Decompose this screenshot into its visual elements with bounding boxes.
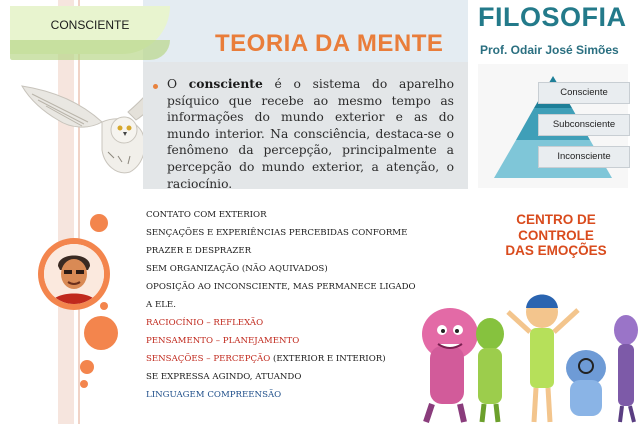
pyramid-level-subconsciente: Subconsciente [538,114,630,136]
definition-text: é o sistema do aparelho psíquico que recebe ao mesmo tempo as informações do mundo exterior e as do mundo interior. Na consciência, destaca-se o fenômeno da percepção, principalmente a percepção do mundo exterior, a atenção, o raciocínio. [167,77,454,191]
list-item: SENÇAÇÕES E EXPERIÊNCIAS PERCEBIDAS CONFORME [146,228,408,238]
definition-paragraph [167,76,454,192]
decor-circle [90,214,108,232]
emotions-heading-line: CONTROLE [518,227,594,243]
decor-circle [100,302,108,310]
list-item: SEM ORGANIZAÇÃO (NÃO AQUIVADOS) [146,264,328,274]
list-item-suffix: (EXTERIOR E INTERIOR) [270,354,386,364]
decor-circle [84,316,118,350]
list-item-highlight: SENSAÇÕES – PERCEPÇÃO [146,354,271,364]
brand-author: Prof. Odair José Simões [480,43,619,57]
avatar-portrait-icon [44,244,104,304]
tab-shape-accent [10,40,170,60]
emotions-heading [486,212,626,259]
page-title: TEORIA DA MENTE [215,30,444,57]
bullet-icon [153,84,158,89]
emotion-characters-icon [390,272,640,424]
definition-lead: O [167,77,189,91]
brand-title: FILOSOFIA [478,2,627,32]
list-item: CONTATO COM EXTERIOR [146,210,267,220]
list-item: PRAZER E DESPRAZER [146,246,252,256]
list-item: PENSAMENTO – PLANEJAMENTO [146,336,300,346]
definition-keyword: consciente [188,76,263,91]
definition-box [143,62,468,189]
list-item: OPOSIÇÃO AO INCONSCIENTE, MAS PERMANECE LIGADO [146,282,416,292]
list-item: RACIOCÍNIO – REFLEXÃO [146,318,264,328]
pyramid-level-consciente: Consciente [538,82,630,104]
list-item: LINGUAGEM COMPREENSÃO [146,390,282,400]
emotions-heading-line: DAS EMOÇÕES [505,243,607,258]
list-item: A ELE. [146,300,176,310]
pyramid-level-inconsciente: Inconsciente [538,146,630,168]
decor-circle [80,360,94,374]
tab-label: CONSCIENTE [50,18,130,32]
decor-circle [80,380,88,388]
emotions-heading-line: CENTRO DE [516,212,596,227]
list-item: SE EXPRESSA AGINDO, ATUANDO [146,372,302,382]
